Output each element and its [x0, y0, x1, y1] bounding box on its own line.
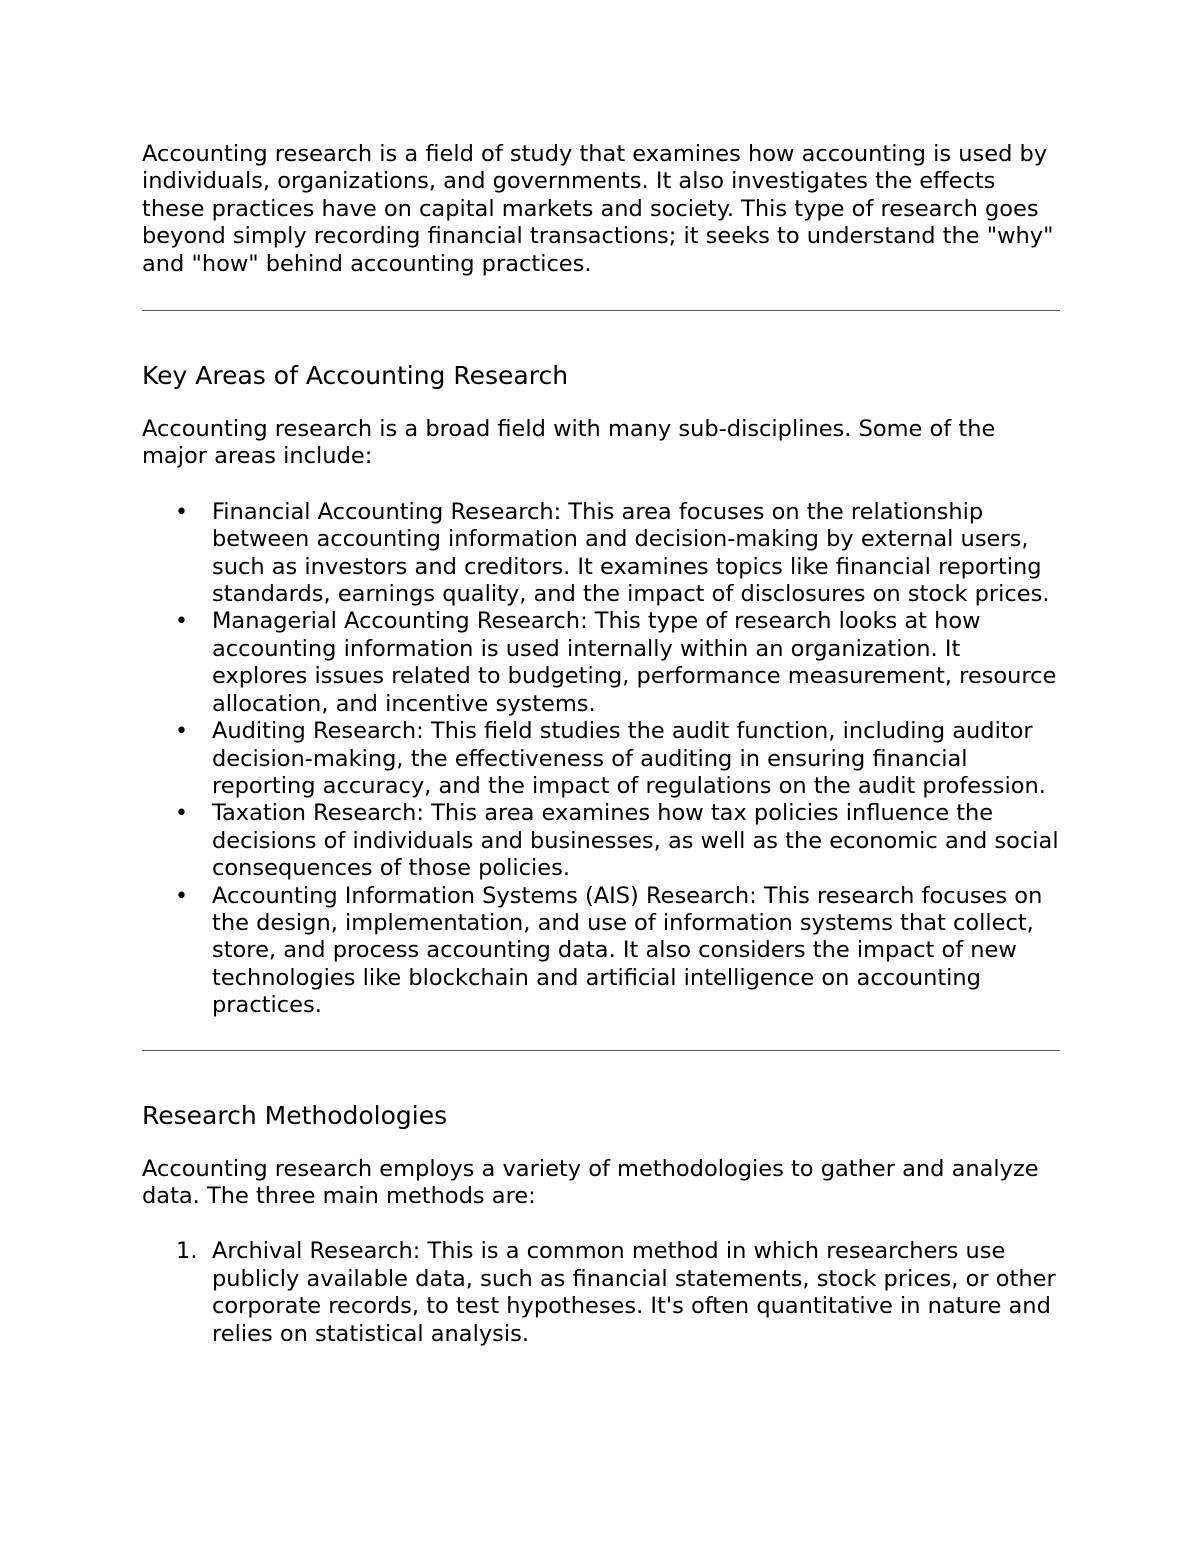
methodologies-list — [142, 1238, 1060, 1348]
list-item-text: Auditing Research: This field studies the audit function, including auditor decision-making, the effectiveness of auditing in ensuring financial reporting accuracy, and the impact of regulations on the audit profession. — [212, 718, 1046, 799]
key-areas-intro: Accounting research is a broad field with many sub-disciplines. Some of the major areas include: — [142, 416, 996, 470]
methodologies-heading: Research Methodologies — [142, 1100, 448, 1130]
list-item-text: Archival Research: This is a common method in which researchers use publicly available data, such as financial statements, stock prices, or other corporate records, to test hypotheses. It's often quantitative in nature and relies on statistical analysis. — [212, 1238, 1056, 1347]
list-item — [142, 499, 1060, 609]
list-item-text: Managerial Accounting Research: This type of research looks at how accounting information is used internally within an organization. It explores issues related to budgeting, performance measurement, resource allocation, and incentive systems. — [212, 608, 1057, 717]
list-item-text: Accounting Information Systems (AIS) Research: This research focuses on the design, implementation, and use of information systems that collect, store, and process accounting data. It also considers the impact of new technologies like blockchain and artificial intelligence on accounting practices. — [212, 882, 1043, 1019]
bullet-icon: • — [175, 609, 188, 635]
bullet-icon: • — [175, 883, 188, 909]
list-item — [142, 608, 1060, 718]
section-divider — [142, 310, 1060, 311]
list-item — [142, 883, 1060, 1020]
section-divider — [142, 1050, 1060, 1051]
bullet-icon: • — [175, 801, 188, 827]
list-item-text: Financial Accounting Research: This area focuses on the relationship between accounting information and decision-making by external users, such as investors and creditors. It examines topics like financial reporting standards, earnings quality, and the impact of disclosures on stock prices. — [212, 498, 1050, 608]
key-areas-heading: Key Areas of Accounting Research — [142, 361, 569, 391]
document-page — [142, 141, 1060, 1348]
bullet-icon: • — [175, 719, 188, 745]
key-areas-list — [142, 499, 1060, 1020]
list-item — [142, 1238, 1060, 1348]
list-item — [142, 718, 1060, 800]
bullet-icon: • — [175, 499, 188, 525]
methodologies-intro: Accounting research employs a variety of methodologies to gather and analyze data. The three main methods are: — [142, 1155, 1039, 1209]
list-number: 1. — [176, 1238, 198, 1265]
intro-paragraph: Accounting research is a field of study that examines how accounting is used by individuals, organizations, and governments. It also investigates the effects these practices have on capital markets and society. This type of research goes beyond simply recording financial transactions; it seeks to understand the "why" and "how" behind accounting practices. — [142, 141, 1054, 277]
list-item — [142, 800, 1060, 882]
list-item-text: Taxation Research: This area examines how tax policies influence the decisions of individuals and businesses, as well as the economic and social consequences of those policies. — [212, 800, 1059, 882]
